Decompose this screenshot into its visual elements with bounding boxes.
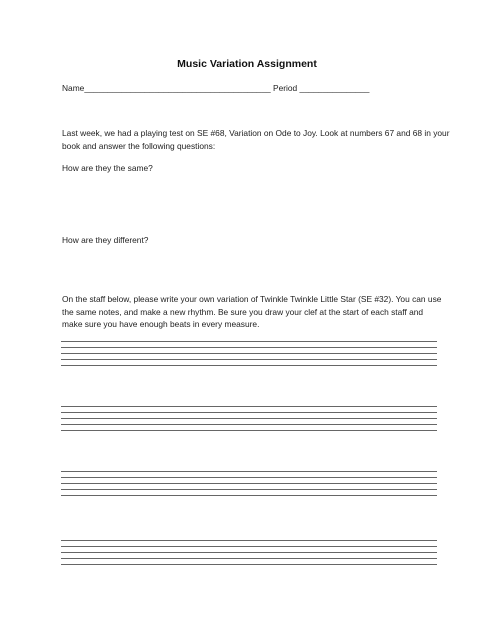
name-field[interactable]: ________________________________________	[84, 83, 271, 93]
music-staff-3[interactable]	[61, 471, 437, 495]
staff-instructions: On the staff below, please write your own variation of Twinkle Twinkle Little Star (SE #32). You can use the same notes, and make a new rhythm. Be sure you draw your clef at the start of each staff and make sure you have enough beats in every measure.	[62, 294, 442, 330]
question-different: How are they different?	[62, 235, 149, 245]
page-title: Music Variation Assignment	[177, 58, 317, 70]
music-staff-1[interactable]	[61, 341, 437, 365]
name-period-row	[62, 82, 454, 95]
question-same: How are they the same?	[62, 163, 153, 173]
name-label: Name	[62, 83, 85, 93]
period-label: Period	[272, 83, 298, 93]
intro-paragraph: Last week, we had a playing test on SE #68, Variation on Ode to Joy. Look at numbers 67 and 68 in your book and answer the following questions:	[62, 128, 450, 151]
music-staff-4[interactable]	[61, 540, 437, 564]
period-field[interactable]: _______________	[299, 83, 370, 93]
music-staff-2[interactable]	[61, 406, 437, 430]
